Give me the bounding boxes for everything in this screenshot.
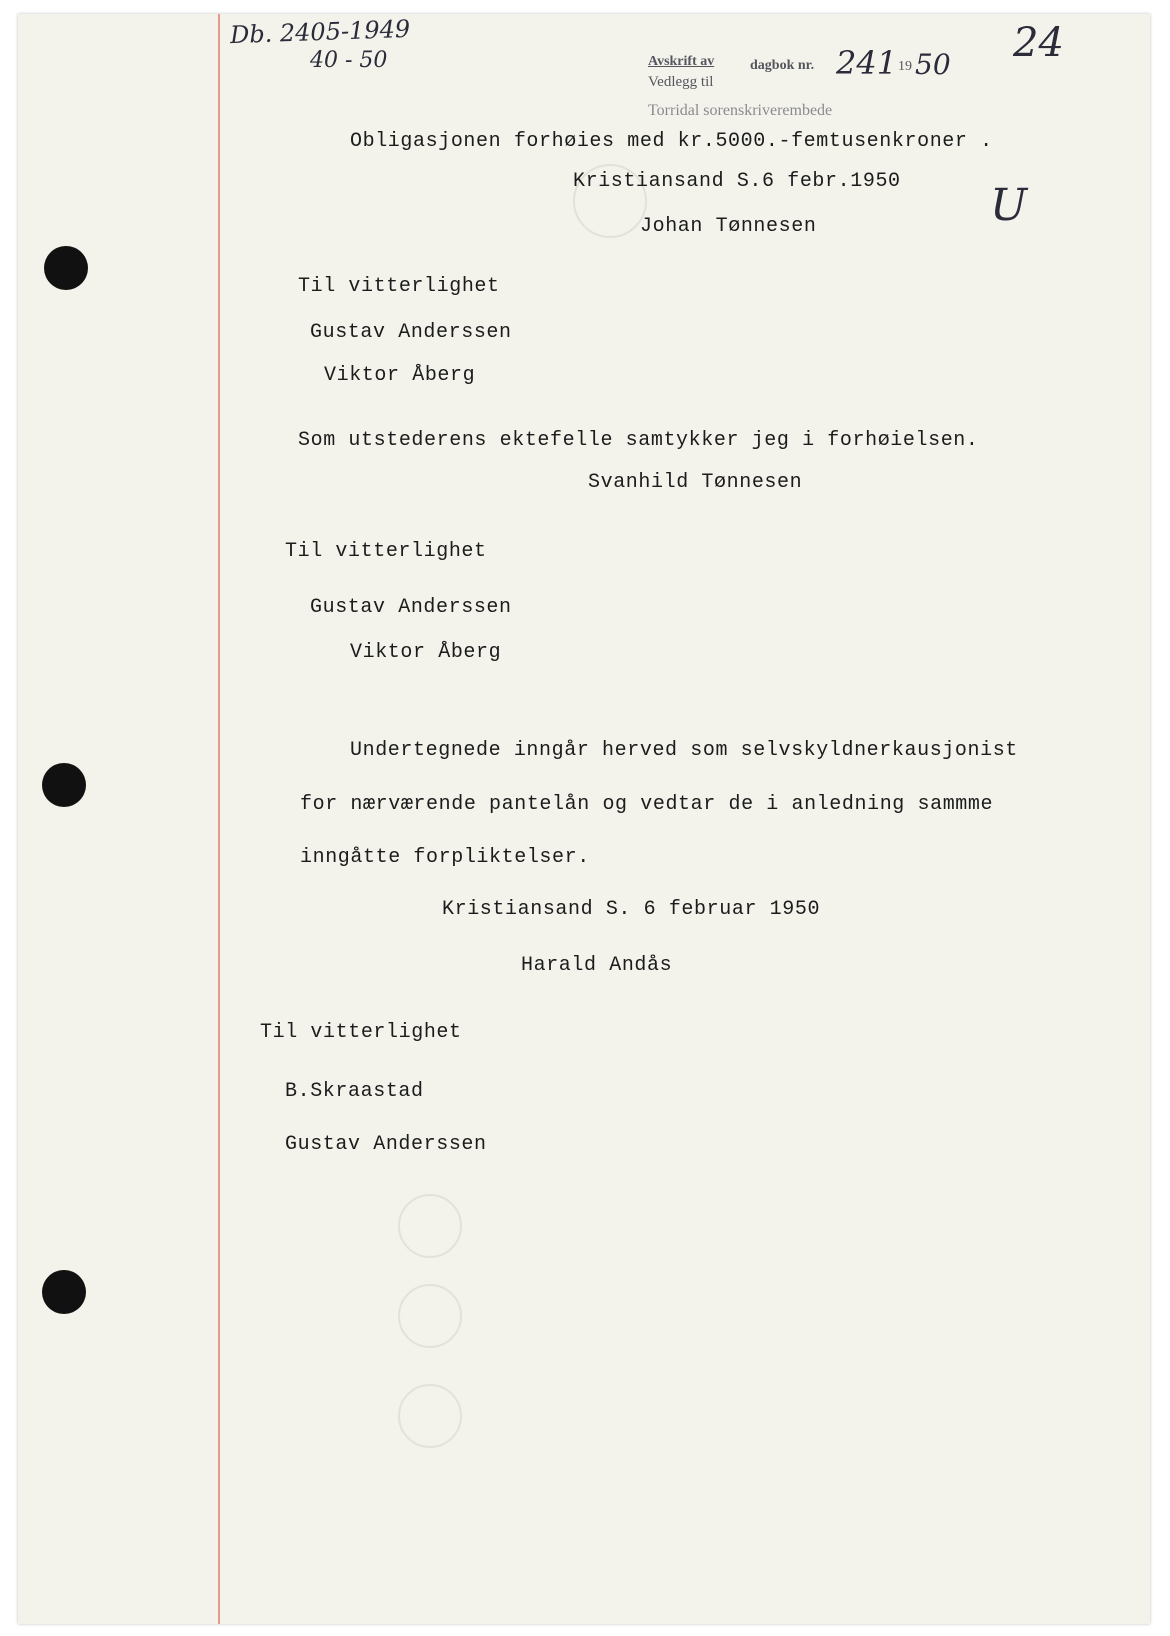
punch-hole-bottom (42, 1270, 86, 1314)
text-line: Kristiansand S. 6 februar 1950 (442, 898, 821, 921)
stamp-vedlegg: Vedlegg til (648, 74, 714, 90)
handwritten-reference: Db. 2405-1949 (229, 14, 411, 50)
stamp-dagbok-label: dagbok nr. (750, 58, 815, 73)
signature-name: Svanhild Tønnesen (588, 471, 803, 494)
witness-name: Gustav Anderssen (285, 1133, 487, 1156)
handwritten-mark: U (990, 180, 1028, 231)
witness-name: Viktor Åberg (350, 641, 502, 664)
text-line: Undertegnede inngår herved som selvskyldnerkausjonist (350, 739, 1018, 762)
red-margin-line (218, 14, 220, 1624)
witness-label: Til vitterlighet (260, 1021, 462, 1044)
text-line: inngåtte forpliktelser. (300, 846, 590, 869)
stamp-year-prefix: 19 (898, 59, 912, 74)
signature-name: Johan Tønnesen (640, 215, 817, 238)
signature-name: Harald Andås (521, 954, 673, 977)
witness-label: Til vitterlighet (285, 540, 487, 563)
document-page (18, 14, 1150, 1624)
witness-name: Gustav Anderssen (310, 321, 512, 344)
text-line: Kristiansand S.6 febr.1950 (573, 170, 901, 193)
bleed-through-mark (398, 1384, 462, 1448)
stamp-office: Torridal sorenskriverembede (648, 102, 833, 119)
witness-label: Til vitterlighet (298, 275, 500, 298)
text-line: Som utstederens ektefelle samtykker jeg i forhøielsen. (298, 429, 979, 452)
bleed-through-mark (398, 1284, 462, 1348)
witness-name: Viktor Åberg (324, 364, 476, 387)
handwritten-reference-range: 40 - 50 (310, 48, 388, 73)
dagbok-number: 241 (836, 44, 898, 82)
text-line: Obligasjonen forhøies med kr.5000.-femtusenkroner . (350, 130, 993, 153)
punch-hole-top (44, 246, 88, 290)
page-number: 24 (1013, 20, 1064, 66)
witness-name: Gustav Anderssen (310, 596, 512, 619)
text-line: for nærværende pantelån og vedtar de i anledning sammme (300, 793, 994, 816)
bleed-through-mark (398, 1194, 462, 1258)
punch-hole-middle (42, 763, 86, 807)
year-suffix: 50 (915, 48, 951, 81)
stamp-avskrift: Avskrift av (648, 54, 715, 69)
witness-name: B.Skraastad (285, 1080, 424, 1103)
